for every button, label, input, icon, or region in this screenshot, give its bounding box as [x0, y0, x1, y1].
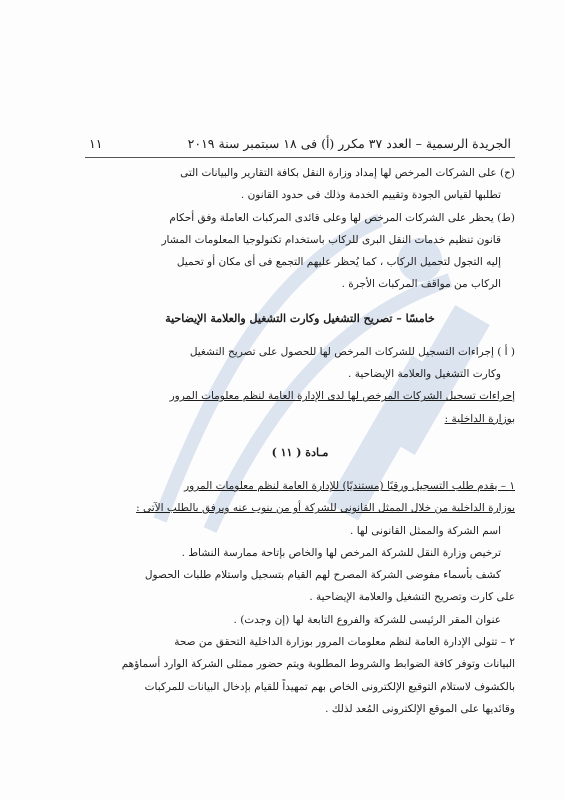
section-title: خامسًا – تصريح التشغيل وكارت التشغيل والعلامة الإيضاحية: [165, 311, 435, 325]
header-rule: [85, 157, 515, 158]
text-line: (ط) يحظر على الشركات المرخص لها وعلى قائدى المركبات العاملة وفق أحكام: [169, 211, 515, 224]
text-line: وكارت التشغيل والعلامة الإيضاحية .: [348, 368, 501, 381]
text-line: بوزارة الداخلية :: [444, 412, 515, 425]
text-line: البيانات وتوفر كافة الضوابط والشروط المطلوبة ويتم حضور ممثلى الشركة الوارد أسماؤهم: [121, 658, 515, 671]
text-line: على كارت وتصريح التشغيل والعلامة الإيضاحية .: [309, 591, 515, 604]
text-line: عنوان المقر الرئيسى للشركة والفروع التابعة لها (إن وجدت) .: [233, 613, 501, 626]
text-line: بالكشوف لاستلام التوقيع الإلكترونى الخاص بهم تمهيداً للقيام بإدخال البيانات للمركبات: [144, 680, 515, 693]
text-line: ١ – يقدم طلب التسجيل ورقيًا (مستنديًا) للإدارة العامة لنظم معلومات المرور: [184, 479, 515, 492]
text-line: إجراءات تسجيل الشركات المرخص لها لدى الإدارة العامة لنظم معلومات المرور: [169, 390, 515, 403]
text-line: قانون تنظيم خدمات النقل البرى للركاب باستخدام تكنولوجيا المعلومات المشار: [161, 233, 501, 246]
text-line: بوزارة الداخلية من خلال الممثل القانونى للشركة أو من ينوب عنه ويرفق بالطلب الآتى :: [136, 502, 515, 515]
text-line: (ح) على الشركات المرخص لها إمداد وزارة النقل بكافة التقارير والبيانات التى: [180, 167, 515, 179]
article-title: مـادة ( ١١ ): [271, 445, 329, 459]
text-line: ٢ – تتولى الإدارة العامة لنظم معلومات المرور بوزارة الداخلية التحقق من صحة: [174, 636, 515, 649]
text-line: الركاب من مواقف المركبات الأجرة .: [341, 278, 501, 291]
text-line: إليه التجول لتحميل الركاب ، كما يُحظر عليهم التجمع فى أى مكان أو تحميل: [176, 256, 501, 269]
page-number: ١١: [89, 136, 103, 151]
text-line: اسم الشركة والممثل القانونى لها .: [350, 524, 501, 537]
page-header: [85, 133, 515, 155]
header-title: الجريدة الرسمية – العدد ٣٧ مكرر (أ) فى ١٨ سبتمبر سنة ٢٠١٩: [187, 136, 511, 151]
text-line: ( أ ) إجراءات التسجيل للشركات المرخص لها للحصول على تصريح التشغيل: [189, 345, 515, 358]
text-line: تطلبها لقياس الجودة وتقييم الخدمة وذلك فى حدود القانون .: [240, 189, 501, 202]
text-line: وقائديها على الموقع الإلكترونى المُعد لذلك .: [325, 702, 515, 715]
text-line: كشف بأسماء مفوضى الشركة المصرح لهم القيام بتسجيل واستلام طلبات الحصول: [144, 569, 501, 582]
text-line: ترخيص وزارة النقل للشركة المرخص لها والخاص بإتاحة ممارسة النشاط .: [181, 546, 501, 559]
document-page: [85, 133, 515, 720]
